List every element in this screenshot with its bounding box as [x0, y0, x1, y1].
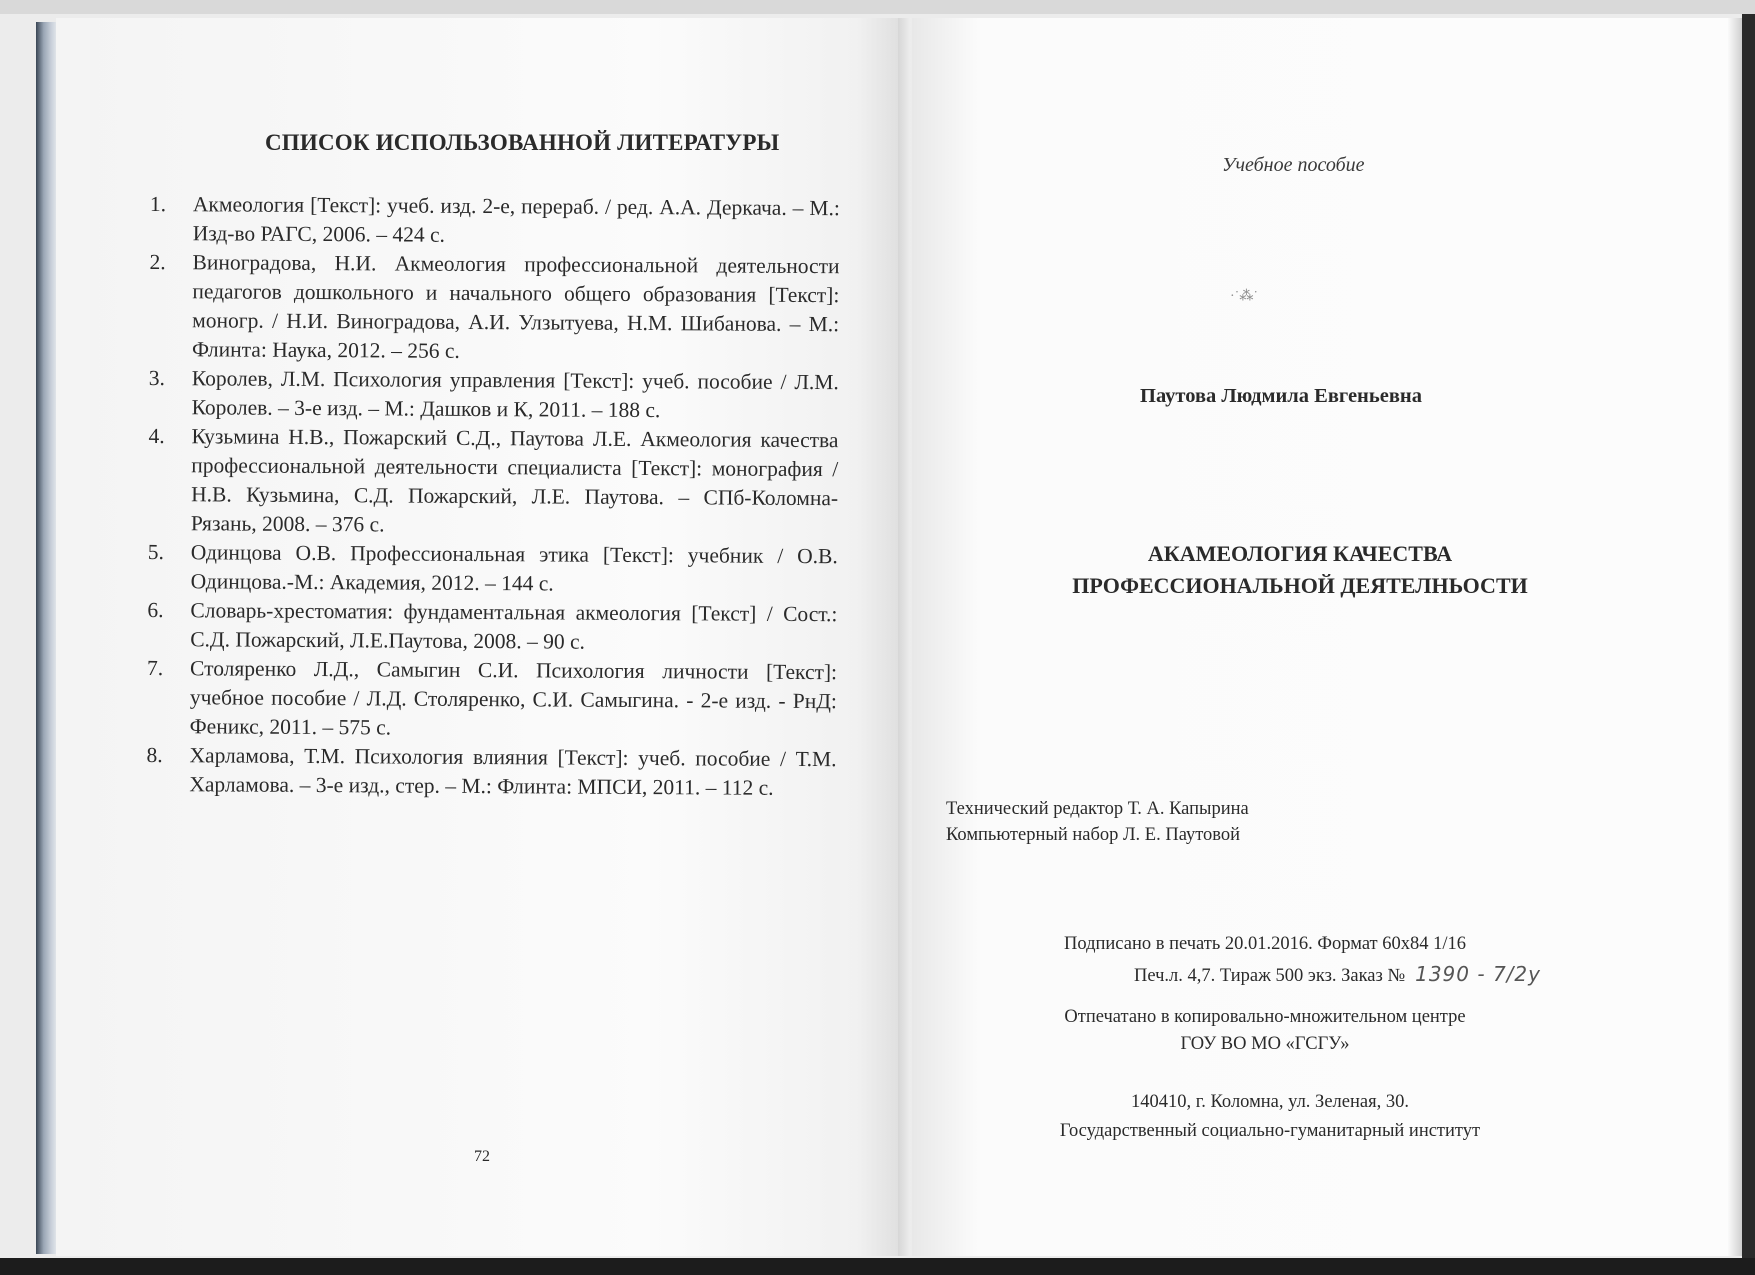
typesetting-credit: Компьютерный набор Л. Е. Паутовой [946, 825, 1241, 845]
right-page-edge [1728, 18, 1742, 1256]
reference-entry [147, 654, 838, 745]
reference-number: 7. [147, 655, 164, 681]
reference-text: Столяренко Л.Д., Самыгин С.И. Психология личности [Текст]: учебное пособие / Л.Д. Столяренко, С.И. Самыгина. - 2-е изд. - РнД: Феникс, 2011. – 575 с. [189, 656, 838, 740]
page-number: 72 [474, 1148, 490, 1165]
reference-number: 5. [147, 539, 164, 565]
bibliography-list [146, 190, 840, 803]
book-title-line-2: ПРОФЕССИОНАЛЬНОЙ ДЕЯТЕЛНЬОСТИ [1072, 573, 1528, 598]
book-page-edges [36, 22, 58, 1254]
printed-at-line-2: ГОУ ВО МО «ГСГУ» [1180, 1034, 1350, 1054]
reference-text: Королев, Л.М. Психология управления [Текст]: учеб. пособие / Л.М. Королев. – 3-е изд. – М.: Дашков и К, 2011. – 188 с. [191, 366, 839, 423]
reference-number: 1. [149, 191, 167, 217]
signed-to-print: Подписано в печать 20.01.2016. Формат 60х84 1/16 [1064, 934, 1467, 954]
print-info-text: Печ.л. 4,7. Тираж 500 экз. Заказ № [1134, 966, 1406, 986]
reference-number: 6. [147, 597, 164, 623]
scan-speck: ·˙⁂˙ [1230, 289, 1258, 304]
scan-top-border [0, 0, 1755, 14]
scan-right-border [1742, 14, 1755, 1258]
credits [946, 796, 1249, 848]
reference-entry [146, 741, 836, 803]
institute-name: Государственный социально-гуманитарный институт [1059, 1121, 1481, 1141]
reference-text: Акмеология [Текст]: учеб. изд. 2-е, перераб. / ред. А.А. Деркача. – М.: Изд-во РАГС, 2006. – 424 с. [192, 192, 840, 247]
right-page [912, 18, 1742, 1256]
printed-at-line-1: Отпечатано в копировально-множительном центре [1064, 1007, 1466, 1027]
reference-entry [149, 248, 840, 368]
printed-at [1040, 1004, 1490, 1058]
author-name: Паутова Людмила Евгеньевна [1140, 385, 1422, 407]
reference-number: 2. [149, 249, 166, 275]
address-line: 140410, г. Коломна, ул. Зеленая, 30. [1131, 1092, 1409, 1112]
reference-entry [150, 190, 840, 252]
scan-bottom-border [0, 1258, 1755, 1275]
reference-text: Виноградова, Н.И. Акмеология профессиональной деятельности педагогов дошкольного и начального общего образования [Текст]: моногр. / Н.И. Виноградова, А.И. Улзытуева, Н.М. Шибанова. – М.: Флинта: Наука, 2012. – 256 с. [191, 250, 840, 363]
reference-number: 4. [148, 423, 165, 449]
book-title-line-1: АКАМЕОЛОГИЯ КАЧЕСТВА [1147, 541, 1453, 566]
reference-text: Одинцова О.В. Профессиональная этика [Текст]: учебник / О.В. Одинцова.-М.: Академия, 2012. – 144 с. [190, 540, 838, 596]
reference-entry [147, 596, 837, 658]
bibliography-heading: СПИСОК ИСПОЛЬЗОВАННОЙ ЛИТЕРАТУРЫ [265, 130, 780, 155]
reference-text: Харламова, Т.М. Психология влияния [Текст]: учеб. пособие / Т.М. Харламова. – 3-е изд., стер. – М.: Флинта: МПСИ, 2011. – 112 с. [189, 743, 837, 800]
publisher-address [1020, 1088, 1520, 1146]
print-info [1134, 962, 1541, 987]
reference-number: 3. [148, 365, 166, 391]
reference-entry [149, 364, 839, 426]
reference-text: Словарь-хрестоматия: фундаментальная акмеология [Текст] / Сост.: С.Д. Пожарский, Л.Е.Паутова, 2008. – 90 с. [190, 598, 838, 654]
book-title [1050, 538, 1550, 602]
reference-text: Кузьмина Н.В., Пожарский С.Д., Паутова Л.Е. Акмеология качества профессиональной деятельности специалиста [Текст]: монография / Н.В. Кузьмина, С.Д. Пожарский, Л.Е. Паутова. – СПб-Коломна-Рязань, 2008. – 376 с. [190, 424, 839, 537]
reference-entry [148, 422, 839, 542]
reference-entry [148, 538, 838, 600]
handwritten-order-number: 1390 - 7/2у [1415, 962, 1541, 986]
technical-editor: Технический редактор Т. А. Капырина [946, 799, 1249, 819]
reference-number: 8. [146, 742, 163, 768]
publication-genre: Учебное пособие [1222, 154, 1365, 176]
